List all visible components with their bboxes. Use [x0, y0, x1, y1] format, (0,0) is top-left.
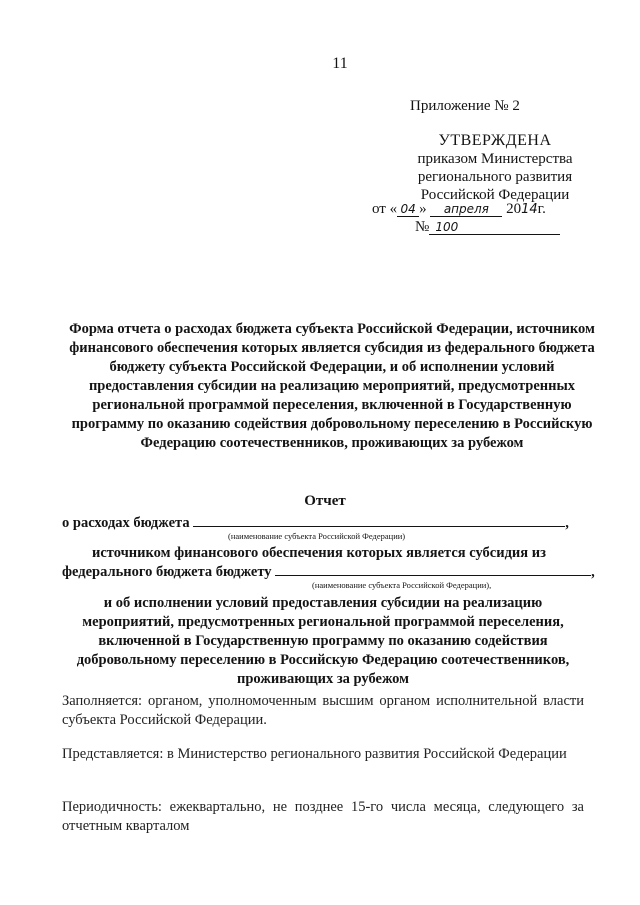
report-line-1-label: о расходах бюджета — [62, 515, 190, 531]
date-year: 14 — [521, 202, 538, 217]
report-line-3-end: , — [591, 564, 595, 580]
report-line-3 — [62, 563, 595, 581]
caption-subject-1: (наименование субъекта Российской Федерации) — [228, 531, 406, 541]
approval-date — [372, 201, 546, 218]
date-day: 04 — [397, 202, 419, 217]
form-title: Форма отчета о расходах бюджета субъекта Российской Федерации, источником финансового обеспечения которых является субсидия из федерального бюджета бюджету субъекта Российской Федерации, и об исполнении условий предоставления субсидии на реализацию мероприятий, предусмотренных региональной программой переселения, включенной в Государственную программу по оказанию содействия добровольному переселению в Российскую Федерацию соотечественников, проживающих за рубежом — [69, 321, 595, 451]
approval-block — [390, 132, 600, 204]
page-number: 11 — [332, 55, 348, 72]
number-value: 100 — [429, 220, 560, 235]
date-month: апреля — [430, 202, 502, 217]
periodicity-note: Периодичность: ежеквартально, не позднее 15-го числа месяца, следующего за отчетным кварталом — [62, 799, 584, 834]
number-label: № — [415, 219, 430, 235]
date-year-prefix: 20 — [506, 201, 522, 217]
appendix-label: Приложение № 2 — [410, 98, 520, 114]
subject-name-blank-1 — [193, 514, 565, 527]
subject-name-blank-2 — [275, 563, 591, 576]
approval-number — [415, 219, 560, 236]
report-heading: Отчет — [304, 493, 346, 509]
report-line-1-end: , — [565, 515, 569, 531]
submitted-to-note: Представляется: в Министерство регионального развития Российской Федерации — [62, 746, 567, 762]
approval-line-1: приказом Министерства — [417, 151, 573, 167]
date-prefix: от « — [372, 201, 398, 217]
approval-heading: УТВЕРЖДЕНА — [438, 132, 552, 149]
approval-line-3: Российской Федерации — [420, 187, 570, 203]
report-line-2: источником финансового обеспечения которых является субсидия из — [92, 545, 546, 561]
caption-subject-2: (наименование субъекта Российской Федерации), — [312, 580, 492, 590]
report-line-3-label: федерального бюджета бюджету — [62, 564, 272, 580]
report-line-1 — [62, 514, 569, 532]
report-body: и об исполнении условий предоставления субсидии на реализацию мероприятий, предусмотренных региональной программой переселения, включенной в Государственную программу по оказанию содействия добровольному переселению в Российскую Федерацию соотечественников, проживающих за рубежом — [76, 595, 570, 687]
date-separator: » — [419, 201, 427, 217]
filled-by-note: Заполняется: органом, уполномоченным высшим органом исполнительной власти субъекта Российской Федерации. — [62, 693, 584, 728]
approval-line-2: регионального развития — [417, 169, 573, 185]
date-suffix: г. — [537, 201, 546, 217]
